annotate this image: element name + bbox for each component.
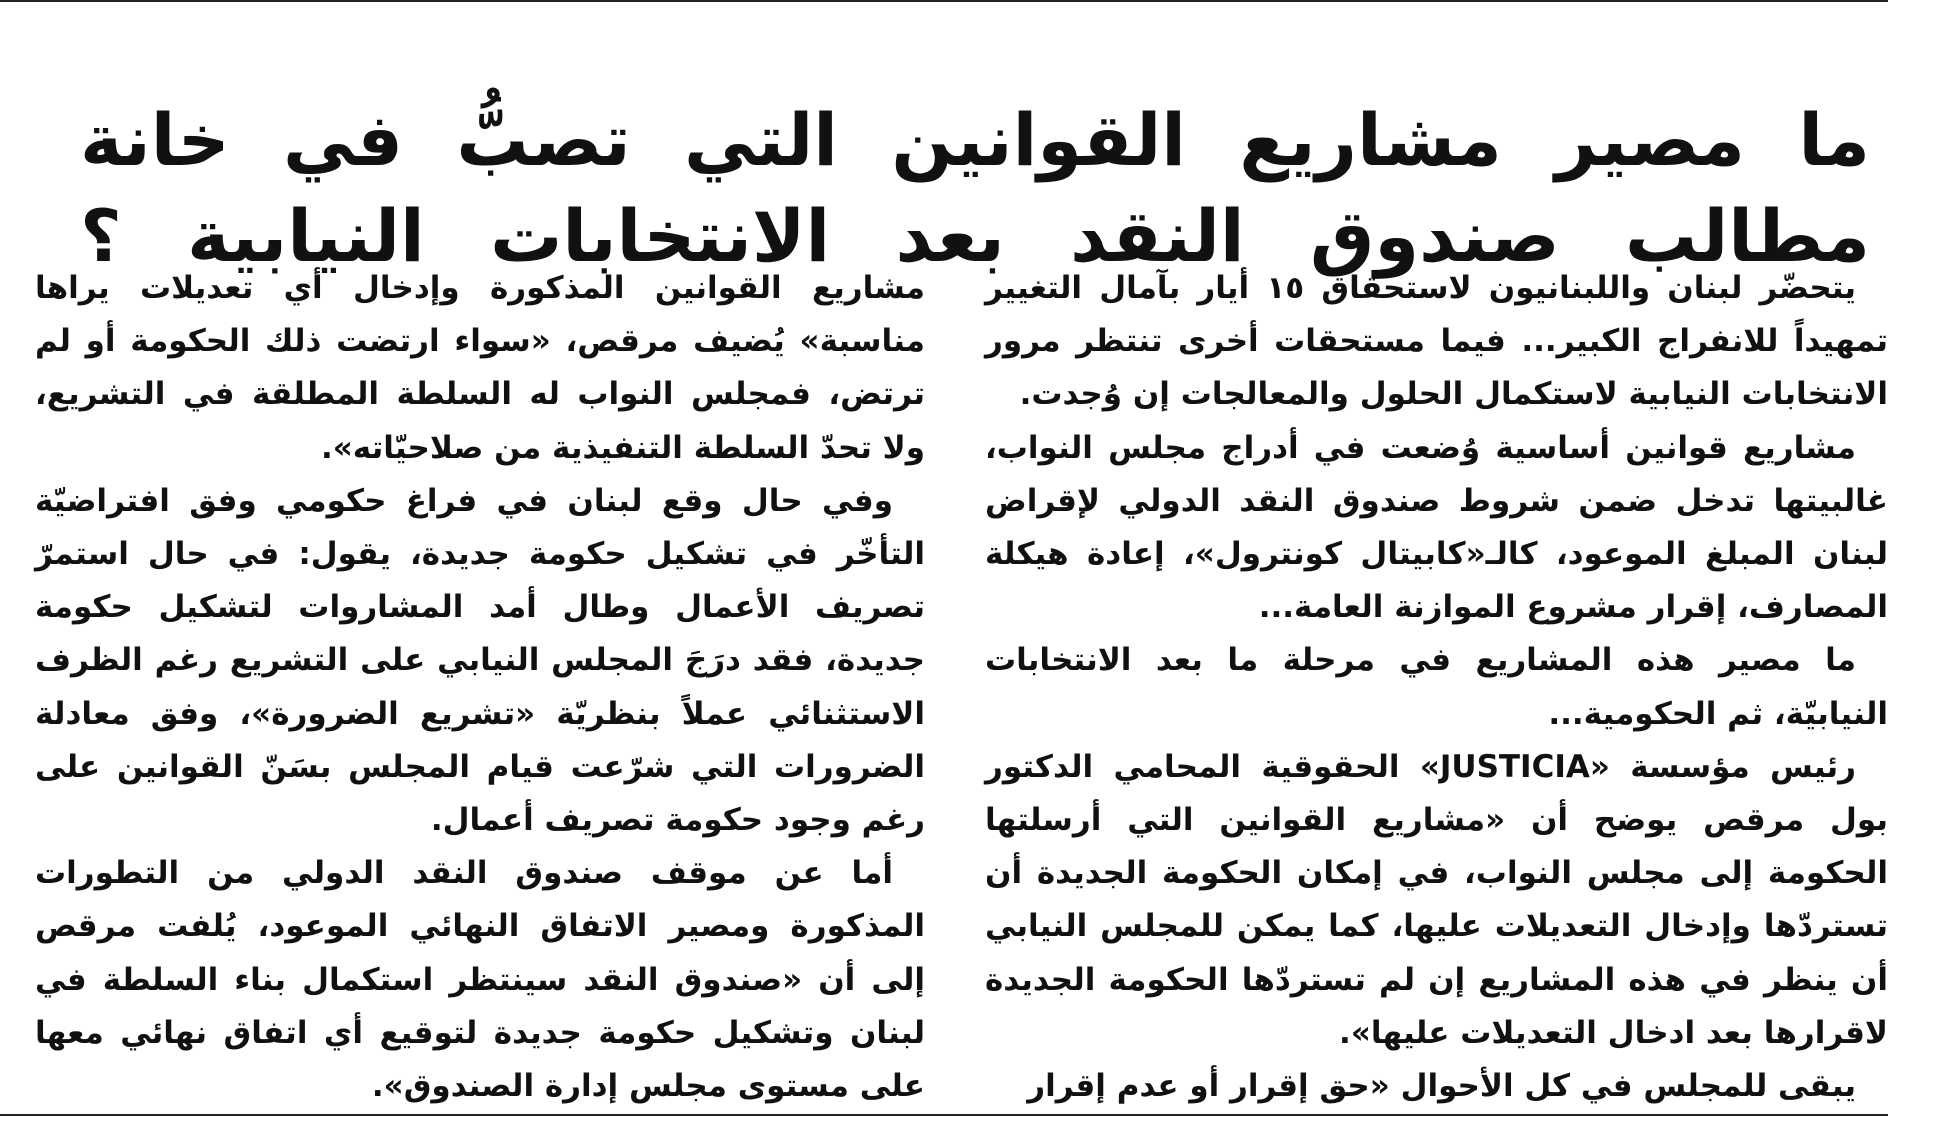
article-headline <box>80 92 1870 284</box>
paragraph-imf-position: أما عن موقف صندوق النقد الدولي من التطورات المذكورة ومصير الاتفاق النهائي الموعود، يُلفت مرقص إلى أن «صندوق النقد سينتظر استكمال بناء السلطة في لبنان وتشكيل حكومة جديدة لتوقيع أي اتفاق نهائي معها على مستوى مجلس إدارة الصندوق». <box>35 855 925 1105</box>
paragraph-draft-laws: مشاريع قوانين أساسية وُضعت في أدراج مجلس النواب، غالبيتها تدخل ضمن شروط صندوق النقد الدولي لإقراض لبنان المبلغ الموعود، كالـ«كابيتال كونترول»، إعادة هيكلة المصارف، إقرار مشروع الموازنة العامة... <box>985 429 1888 626</box>
paragraph-intro: يتحضّر لبنان واللبنانيون لاستحقاق ١٥ أيار بآمال التغيير تمهيداً للانفراج الكبير... فيما مستحقات أخرى تنتظر مرور الانتخابات النيابية لاستكمال الحلول والمعالجات إن وُجدت. <box>985 270 1888 413</box>
paragraph-parliament-right: يبقى للمجلس في كل الأحوال «حق إقرار أو عدم إقرار <box>1027 1068 1856 1105</box>
headline-line-1: ما مصير مشاريع القوانين التي تصبُّ في خانة <box>80 98 1870 183</box>
headline-line-2: مطالب صندوق النقد بعد الانتخابات النيابية ؟ <box>80 194 1870 279</box>
article-column-right <box>985 262 1888 1113</box>
paragraph-government-vacuum: وفي حال وقع لبنان في فراغ حكومي وفق افتراضيّة التأخّر في تشكيل حكومة جديدة، يقول: في حال استمرّ تصريف الأعمال وطال أمد المشاروات لتشكيل حكومة جديدة، فقد درَجَ المجلس النيابي على التشريع رغم الظرف الاستثنائي عملاً بنظريّة «تشريع الضرورة»، وفق معادلة الضرورات التي شرّعت قيام المجلس بسَنّ القوانين على رغم وجود حكومة تصريف أعمال. <box>35 482 925 839</box>
paragraph-question: ما مصير هذه المشاريع في مرحلة ما بعد الانتخابات النيابيّة، ثم الحكومية... <box>985 642 1888 732</box>
top-rule <box>0 0 1888 2</box>
bottom-rule <box>0 1114 1888 1116</box>
paragraph-justicia: رئيس مؤسسة «JUSTICIA» الحقوقية المحامي الدكتور بول مرقص يوضح أن «مشاريع القوانين التي أرسلتها الحكومة إلى مجلس النواب، في إمكان الحكومة الجديدة أن تستردّها وإدخال التعديلات عليها، كما يمكن للمجلس النيابي أن ينظر في هذه المشاريع إن لم تستردّها الحكومة الجديدة لاقرارها بعد ادخال التعديلات عليها». <box>985 748 1888 1051</box>
article-column-left <box>35 262 925 1113</box>
paragraph-continuation: مشاريع القوانين المذكورة وإدخال أي تعديلات يراها مناسبة» يُضيف مرقص، «سواء ارتضت ذلك الحكومة أو لم ترتض، فمجلس النواب له السلطة المطلقة في التشريع، ولا تحدّ السلطة التنفيذية من صلاحيّاته». <box>35 270 925 466</box>
